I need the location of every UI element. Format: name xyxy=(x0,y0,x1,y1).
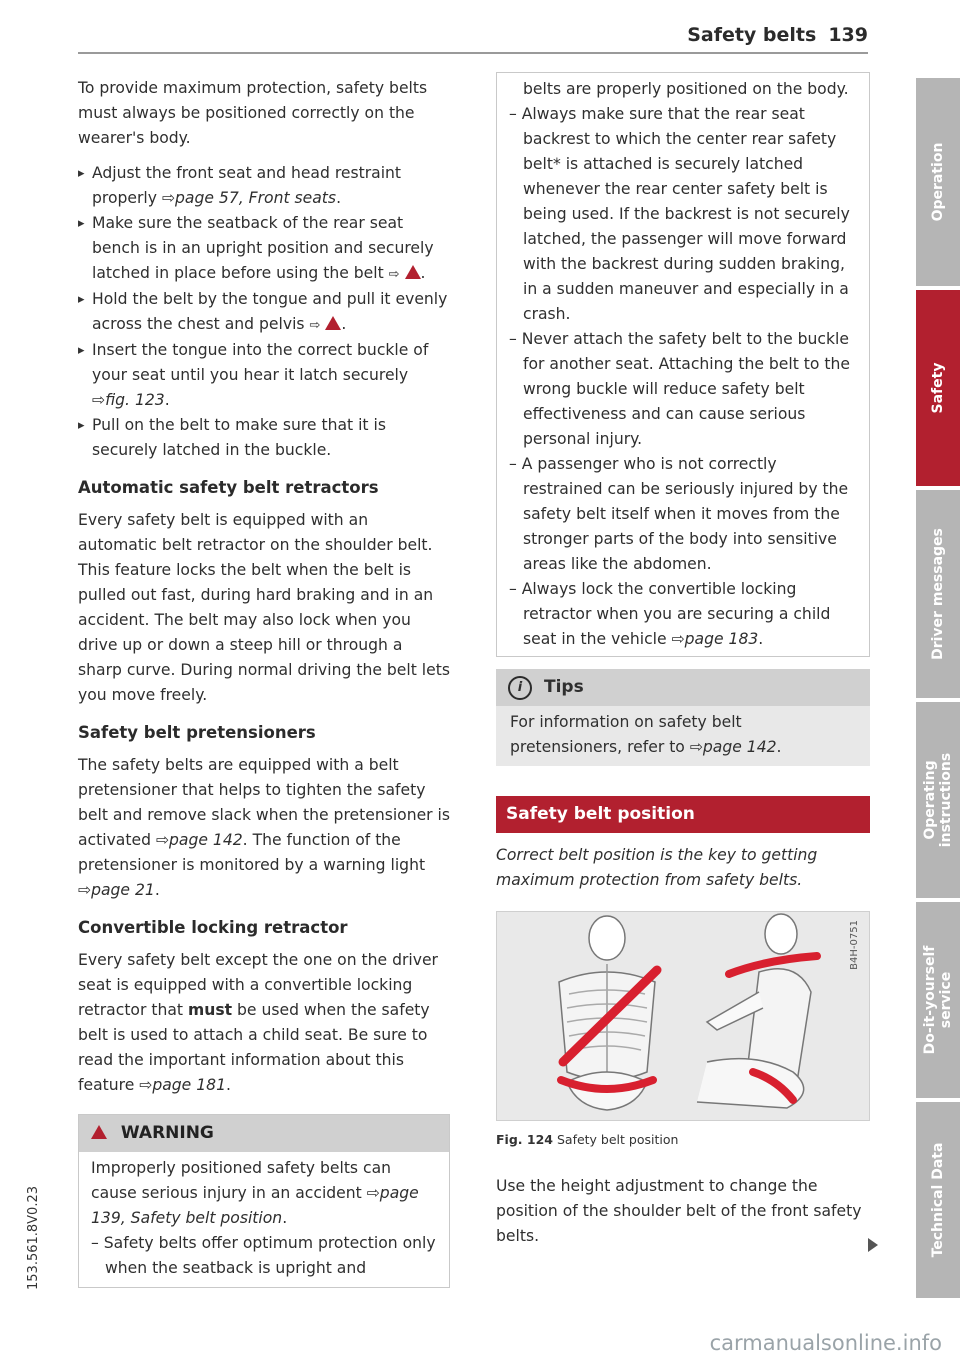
step-item: ▸ Insert the tongue into the correct buckle of your seat until you hear it latch securely ⇨fig. 123. xyxy=(78,338,450,413)
warning-item: – Always lock the convertible locking retractor when you are securing a child seat in the vehicle ⇨page 183. xyxy=(509,580,831,648)
warning-triangle-icon xyxy=(91,1125,107,1139)
tab-operating-instructions[interactable]: Operating instructions xyxy=(916,702,960,898)
paragraph-pretensioners: The safety belts are equipped with a belt pretensioner that helps to tighten the safety belt and remove slack when the pretensioner is activated ⇨page 142. The function of the pretensioner is monitored by a warning light ⇨page 21. xyxy=(78,756,451,899)
info-icon: i xyxy=(508,676,532,700)
tips-body: For information on safety belt pretensioners, refer to ⇨page 142. xyxy=(496,706,870,766)
tab-technical-data[interactable]: Technical Data xyxy=(916,1102,960,1298)
height-adjustment-text: Use the height adjustment to change the position of the shoulder belt of the front safety belts. xyxy=(496,1177,862,1245)
continue-arrow-icon xyxy=(868,1238,878,1252)
header-rule xyxy=(78,52,868,54)
paragraph-convertible-retractor: Every safety belt except the one on the driver seat is equipped with a convertible locking retractor that must be used when the safety belt is used to attach a child seat. Be sure to read the important information about this feature ⇨page 181. xyxy=(78,951,438,1094)
warning-body: Improperly positioned safety belts can cause serious injury in an accident ⇨page 139, Safety belt position. – Safety belts offer optimum protection only when the seatback is upright and xyxy=(79,1152,449,1287)
paragraph-retractors: Every safety belt is equipped with an automatic belt retractor on the shoulder belt. This feature locks the belt when the belt is pulled out fast, during hard braking and in an accident. The belt may also lock when you drive up or down a steep hill or through a sharp curve. During normal driving the belt lets you move freely. xyxy=(78,511,450,704)
left-column xyxy=(78,76,450,1288)
heading-convertible-retractor: Convertible locking retractor xyxy=(78,918,348,937)
section-intro: Correct belt position is the key to getting maximum protection from safety belts. xyxy=(496,846,818,889)
xref-link[interactable]: ⇨page 21 xyxy=(78,881,155,899)
heading-retractors: Automatic safety belt retractors xyxy=(78,478,379,497)
warning-box xyxy=(78,1114,450,1288)
warning-item: – Safety belts offer optimum protection only when the seatback is upright and xyxy=(91,1234,436,1277)
figure-code: B4H-0751 xyxy=(849,920,860,970)
continuation-text: belts are properly positioned on the body. xyxy=(523,80,849,98)
side-torso-drawing xyxy=(697,914,811,1108)
warning-title: WARNING xyxy=(120,1123,214,1143)
step-item: ▸ Make sure the seatback of the rear seat bench is in an upright position and securely latched in place before using the belt ⇨ . xyxy=(78,211,450,287)
tab-operation[interactable]: Operation xyxy=(916,78,960,286)
xref-link[interactable]: ⇨page 57, Front seats xyxy=(161,189,337,207)
warning-triangle-icon xyxy=(405,265,421,279)
xref-link[interactable]: ⇨ xyxy=(309,318,321,333)
xref-link[interactable]: ⇨page 181 xyxy=(139,1076,226,1094)
step-item: ▸ Pull on the belt to make sure that it is securely latched in the buckle. xyxy=(78,413,450,463)
xref-link[interactable]: ⇨page 142 xyxy=(689,738,777,756)
figure-caption: Fig. 124 Safety belt position xyxy=(496,1132,679,1147)
xref-link[interactable]: ⇨ xyxy=(388,267,400,282)
tips-header xyxy=(496,669,870,706)
right-column xyxy=(496,76,870,1249)
figure-safety-belt-position xyxy=(496,911,870,1121)
step-item: ▸ Adjust the front seat and head restraint properly ⇨page 57, Front seats. xyxy=(78,161,450,211)
page-number: 139 xyxy=(828,24,868,46)
belt-illustration xyxy=(497,912,869,1120)
warning-continuation xyxy=(496,72,870,657)
tab-driver-messages[interactable]: Driver messages xyxy=(916,490,960,698)
xref-link[interactable]: ⇨page 142 xyxy=(155,831,243,849)
intro-paragraph: To provide maximum protection, safety belts must always be positioned correctly on the wearer's body. xyxy=(78,79,428,147)
warning-triangle-icon xyxy=(325,316,341,330)
warning-item: – Always make sure that the rear seat backrest to which the center rear safety belt* is attached is securely latched whenever the rear center safety belt is being used. If the backrest is not securely latched, the passenger will move forward with the backrest during sudden braking, in a sudden maneuver and especially in a crash. xyxy=(509,105,850,323)
heading-pretensioners: Safety belt pretensioners xyxy=(78,723,316,742)
page-header xyxy=(687,24,868,46)
warning-item: – A passenger who is not correctly restrained can be seriously injured by the safety belt itself when it moves from the stronger parts of the body into sensitive areas like the abdomen. xyxy=(509,455,849,573)
xref-link[interactable]: ⇨page 183 xyxy=(671,630,759,648)
watermark: carmanualsonline.info xyxy=(709,1331,942,1355)
xref-link[interactable]: ⇨fig. 123 xyxy=(92,391,165,409)
step-item: ▸ Hold the belt by the tongue and pull it evenly across the chest and pelvis ⇨ . xyxy=(78,287,450,338)
warning-item: – Never attach the safety belt to the buckle for another seat. Attaching the belt to the wrong buckle will reduce safety belt effectiveness and can cause serious personal injury. xyxy=(509,330,850,448)
xref-link[interactable]: ⇨page 139, Safety belt position xyxy=(91,1184,419,1227)
section-title: Safety belts xyxy=(687,24,817,46)
tips-title: Tips xyxy=(544,677,584,697)
tab-safety[interactable]: Safety xyxy=(916,290,960,486)
tab-do-it-yourself-service[interactable]: Do-it-yourself service xyxy=(916,902,960,1098)
warning-header xyxy=(79,1115,449,1152)
section-heading: Safety belt position xyxy=(496,796,870,833)
document-code: 153.561.8V0.23 xyxy=(26,1186,41,1290)
